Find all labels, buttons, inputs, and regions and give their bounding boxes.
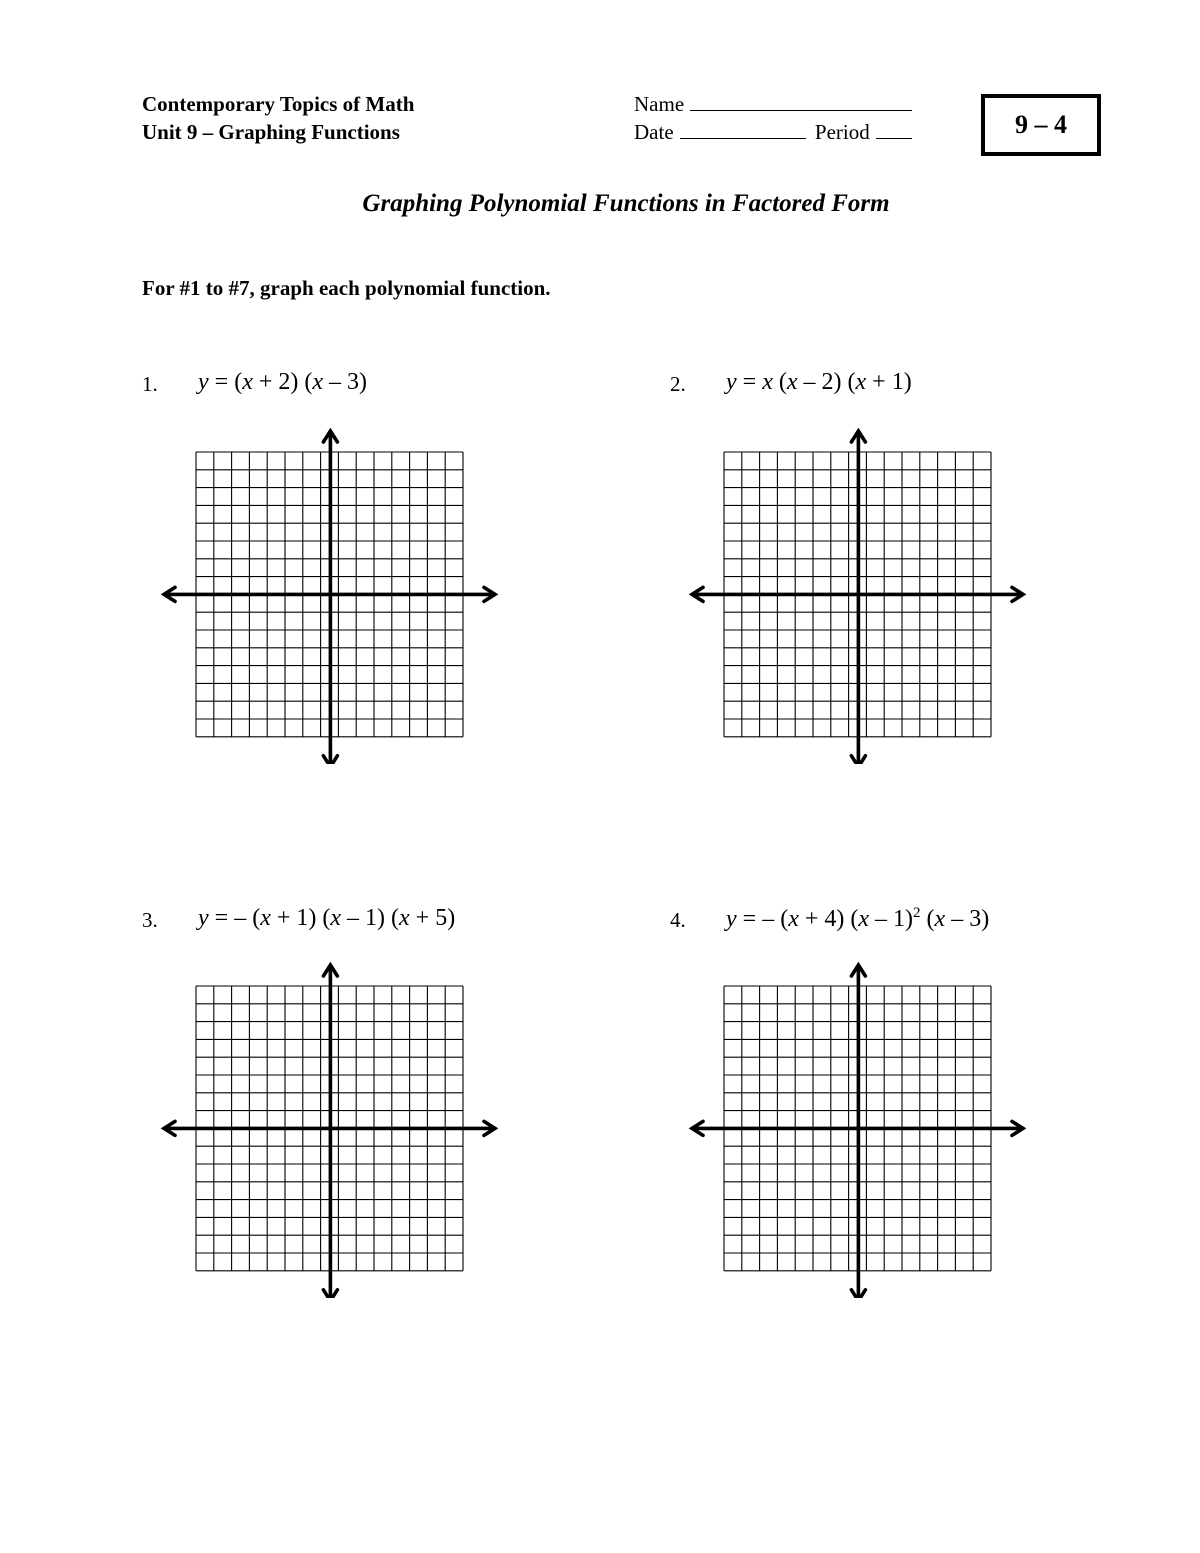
equation [198, 369, 367, 396]
student-info [634, 90, 912, 146]
name-field[interactable] [690, 90, 912, 111]
period-label: Period [814, 120, 870, 144]
eq-text: + 5) [409, 905, 456, 931]
equation [726, 905, 989, 933]
unit-title: Unit 9 – Graphing Functions [142, 120, 400, 144]
equation [726, 369, 912, 396]
eq-var: x [934, 906, 946, 932]
eq-text: – 2) ( [797, 369, 856, 395]
date-label: Date [634, 120, 674, 144]
eq-var: x [399, 905, 410, 931]
eq-text: + 2) ( [252, 369, 313, 395]
problem-number: 1. [142, 372, 158, 396]
eq-exponent: 2 [913, 905, 921, 921]
course-header [142, 90, 414, 146]
eq-var: y [198, 369, 209, 395]
eq-text: ( [772, 369, 787, 395]
eq-var: x [855, 369, 867, 395]
course-title: Contemporary Topics of Math [142, 92, 415, 116]
page-title: Graphing Polynomial Functions in Factored Form [362, 190, 890, 217]
eq-var: x [242, 369, 253, 395]
eq-text: – 1) ( [341, 905, 400, 931]
eq-text: = [736, 369, 763, 395]
eq-var: x [786, 369, 798, 395]
date-field[interactable] [680, 118, 806, 139]
name-row [634, 90, 912, 118]
coordinate-grid-3[interactable] [160, 962, 500, 1298]
eq-text: + 4) ( [798, 906, 859, 932]
eq-var: x [788, 906, 799, 932]
eq-var: x [330, 905, 342, 931]
eq-text: – 3) [323, 369, 368, 395]
eq-var: x [312, 369, 324, 395]
instructions: For #1 to #7, graph each polynomial function. [142, 276, 551, 300]
eq-text: = – ( [736, 906, 789, 932]
eq-var: x [260, 905, 271, 931]
name-label: Name [634, 92, 685, 116]
eq-text: ( [920, 906, 935, 932]
problem-number: 2. [670, 372, 686, 396]
eq-text: + 1) ( [270, 905, 331, 931]
problem-number: 4. [670, 908, 686, 932]
eq-text: = – ( [208, 905, 261, 931]
coordinate-grid-2[interactable] [688, 428, 1028, 764]
eq-text: + 1) [866, 369, 912, 395]
problem-number: 3. [142, 908, 158, 932]
eq-var: y [726, 369, 737, 395]
coordinate-grid-1[interactable] [160, 428, 500, 764]
eq-text: = ( [208, 369, 243, 395]
coordinate-grid-4[interactable] [688, 962, 1028, 1298]
eq-text: – 1) [869, 906, 914, 932]
date-row [634, 118, 912, 146]
eq-var: x [762, 369, 773, 395]
period-field[interactable] [876, 118, 912, 139]
eq-text: – 3) [945, 906, 990, 932]
eq-var: y [198, 905, 209, 931]
eq-var: x [858, 906, 870, 932]
equation [198, 905, 455, 932]
eq-var: y [726, 906, 737, 932]
lesson-badge: 9 – 4 [981, 94, 1101, 156]
